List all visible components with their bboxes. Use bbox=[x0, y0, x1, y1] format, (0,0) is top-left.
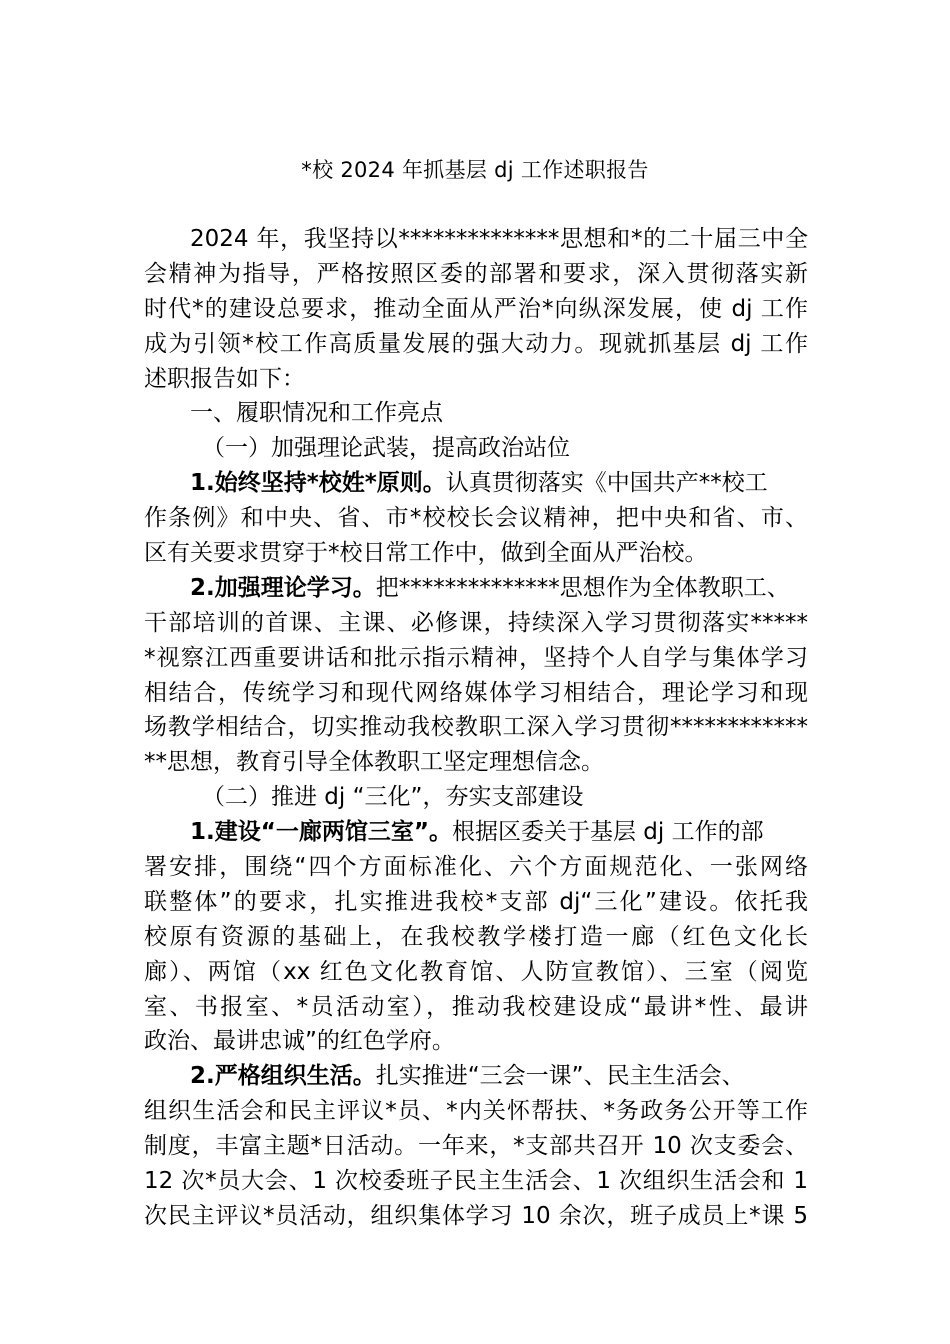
paragraph-line: 区有关要求贯穿于*校日常工作中，做到全面从严治校。 bbox=[144, 540, 708, 567]
item-heading: 1.始终坚持*校姓*原则。 bbox=[190, 470, 446, 497]
paragraph-line: 会精神为指导，严格按照区委的部署和要求，深入贯彻落实新 bbox=[144, 260, 808, 287]
paragraph-line: 12 次*员大会、1 次校委班子民主生活会、1 次组织生活会和 1 bbox=[144, 1168, 808, 1195]
item-text: 根据区委关于基层 dj 工作的部 bbox=[451, 819, 764, 846]
item-heading: 1.建设“一廊两馆三室”。 bbox=[190, 819, 452, 846]
paragraph-line: 室、书报室、*员活动室），推动我校建设成“最讲*性、最讲 bbox=[144, 993, 808, 1020]
item-text: 认真贯彻落实《中国共产**校工 bbox=[445, 470, 768, 497]
document-title: *校 2024 年抓基层 dj 工作述职报告 bbox=[301, 158, 649, 182]
item-heading: 2.加强理论学习。 bbox=[190, 574, 376, 601]
paragraph-line: 校原有资源的基础上，在我校教学楼打造一廊（红色文化长 bbox=[144, 923, 808, 950]
paragraph-line bbox=[144, 571, 808, 606]
item-text: 扎实推进“三会一课”、民主生活会、 bbox=[375, 1063, 745, 1090]
paragraph-line: 政治、最讲忠诚”的红色学府。 bbox=[144, 1028, 455, 1055]
paragraph-line: 时代*的建设总要求，推动全面从严治*向纵深发展，使 dj 工作 bbox=[144, 295, 808, 322]
paragraph-line: 次民主评议*员活动，组织集体学习 10 余次，班子成员上*课 5 bbox=[144, 1202, 808, 1229]
subsection-heading: （二）推进 dj “三化”，夯实支部建设 bbox=[202, 784, 584, 811]
paragraph-line: 联整体”的要求，扎实推进我校*支部 dj“三化”建设。依托我 bbox=[144, 888, 808, 915]
paragraph-line: 相结合，传统学习和现代网络媒体学习相结合，理论学习和现 bbox=[144, 679, 808, 706]
document-body bbox=[144, 222, 808, 1234]
paragraph-line: 制度，丰富主题*日活动。一年来，*支部共召开 10 次支委会、 bbox=[144, 1133, 808, 1160]
item-text: 把**************思想作为全体教职工、 bbox=[375, 574, 790, 601]
paragraph-line: 成为引领*校工作高质量发展的强大动力。现就抓基层 dj 工作 bbox=[144, 330, 808, 357]
paragraph-line bbox=[144, 466, 808, 501]
paragraph-line bbox=[144, 815, 808, 850]
item-heading: 2.严格组织生活。 bbox=[190, 1063, 376, 1090]
paragraph-line: 署安排，围绕“四个方面标准化、六个方面规范化、一张网络 bbox=[144, 854, 808, 881]
paragraph-line: 组织生活会和民主评议*员、*内关怀帮扶、*务政务公开等工作 bbox=[144, 1098, 808, 1125]
paragraph-line: 述职报告如下： bbox=[144, 365, 305, 392]
paragraph-line: 干部培训的首课、主课、必修课，持续深入学习贯彻落实***** bbox=[144, 609, 808, 636]
subsection-heading: （一）加强理论武装，提高政治站位 bbox=[202, 435, 570, 462]
paragraph-line: 场教学相结合，切实推动我校教职工深入学习贯彻************ bbox=[144, 714, 808, 741]
paragraph-line: 廊）、两馆（xx 红色文化教育馆、人防宣教馆）、三室（阅览 bbox=[144, 958, 808, 985]
paragraph-line: 作条例》和中央、省、市*校校长会议精神，把中央和省、市、 bbox=[144, 505, 808, 532]
section-heading: 一、履职情况和工作亮点 bbox=[190, 400, 443, 427]
paragraph-line bbox=[144, 1059, 808, 1094]
paragraph-line: *视察江西重要讲话和批示指示精神，坚持个人自学与集体学习 bbox=[144, 644, 808, 671]
paragraph-line: 2024 年，我坚持以**************思想和*的二十届三中全 bbox=[190, 226, 808, 252]
paragraph-line: **思想，教育引导全体教职工坚定理想信念。 bbox=[144, 749, 604, 776]
